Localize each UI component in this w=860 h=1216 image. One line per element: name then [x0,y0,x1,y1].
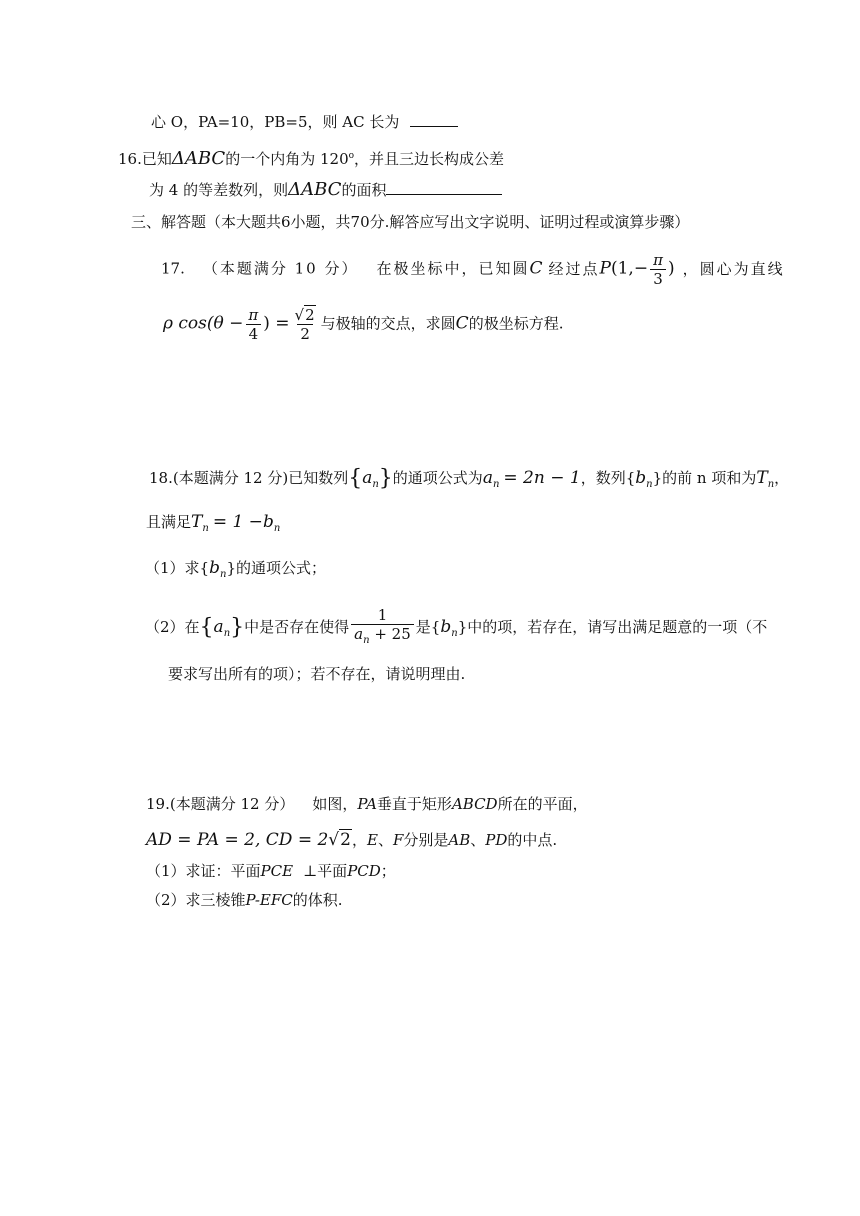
question-score: (本题满分 12 分) [172,469,289,487]
q19-part2-text: （2）求三棱锥 [146,891,246,909]
q18-part2-text: 中是否存在使得 [244,618,350,636]
q17-text: 在极坐标中，已知圆 [376,259,530,278]
q19-part1-text: （1）求证：平面 [146,862,261,880]
q18-text: 且满足 [146,513,192,531]
section-heading-text: 三、解答题（本大题共6小题，共70分.解答应写出文字说明、证明过程或演算步骤） [131,213,690,231]
an-formula: = 2n − 1 [503,468,581,488]
q17-text: 与极轴的交点，求圆 [320,314,456,333]
q19-text: 如图， [312,795,358,813]
question-17-line1: 17. （本题满分 10 分） 在极坐标中，已知圆C 经过点P(1,− $\frac{\pi}{3}$ ) ，圆心为直线 [161,251,785,288]
answer-blank [410,112,458,127]
question-number: 19. [146,795,170,813]
fraction-sqrt2-2: $\frac{√2}{2}$ [294,306,315,343]
answer-blank [386,180,502,195]
question-19-part1: （1）求证：平面PCE ⊥平面PCD； [146,862,396,880]
question-18-part2: （2）在$\{a_n\}$中是否存在使得 $\frac{1}{a_n + 25}$ 是$\{b_n\}$中的项，若存在，请写出满足题意的一项（不 [145,606,767,650]
q19-text: 垂直于矩形 [376,795,452,813]
length-equation: AD = PA = 2, CD = 2 [146,830,329,850]
question-17-line2: ρ cos(θ − $\frac{\pi}{4}$ ) = $\frac{√2}{2}$ 与极轴的交点，求圆C的极坐标方程. [163,306,564,343]
q16-text: 的一个内角为 120 [225,150,349,168]
point-p: P [599,258,611,279]
q16-text: ，并且三边长构成公差 [354,150,505,168]
question-19-line2: AD = PA = 2, CD = 2√2，E、F分别是AB、PD的中点. [146,830,558,850]
q19-text: 分别是 [403,831,449,849]
question-19-part2: （2）求三棱锥P-EFC的体积. [146,891,343,909]
question-15-tail [151,112,458,132]
degree-mark: o [348,151,355,161]
circle-c: C [529,258,543,279]
q17-text: 的极坐标方程. [468,314,564,333]
triangle-abc: ΔABC [288,179,342,200]
q18-part2-text: 中的项，若存在，请写出满足题意的一项（不 [467,618,768,636]
q18-text: 的通项公式为 [392,469,483,487]
q15-text: 心 O，PA=10，PB=5，则 AC 长为 [151,113,400,131]
q18-text: 的前 n 项和为 [662,469,757,487]
q17-point: (1,− [610,258,649,279]
question-16-line2 [149,180,502,200]
tn-formula: = 1 − [212,512,263,532]
q18-text: 已知数列 [288,469,349,487]
q18-part2-text: 是 [415,618,431,636]
q16-text: 为 4 的等差数列，则 [149,181,289,199]
q18-text: ，数列 [580,469,626,487]
triangle-abc: ΔABC [171,148,226,169]
question-19-line1: 19.(本题满分 12 分） 如图，PA垂直于矩形ABCD所在的平面， [146,795,588,813]
question-18-line1: 18.(本题满分 12 分)已知数列$\{a_n\}$的通项公式为$a_n = 2n - 1$，数列$\{b_n\}$的前 n 项和为$T_n$， [149,466,790,491]
question-number: 16. [118,150,142,168]
question-score: （本题满分 10 分） [202,259,359,278]
q18-part1-text: 的通项公式； [235,559,326,577]
question-18-line2: 且满足$T_n = 1 -b_n$ [146,512,281,534]
q16-text: 的面积 [341,181,387,199]
perpendicular-text: ⊥平面 [303,862,348,880]
question-score: (本题满分 12 分） [169,795,295,813]
fraction-pi-4: $\frac{\pi}{4}$ [245,306,261,343]
fraction-1-over-an-plus-25: $\frac{1}{a_n + 25}$ [351,606,414,650]
q18-part2-text: （2）在 [145,618,200,636]
q16-text: 已知 [141,150,172,168]
question-number: 17. [161,259,185,278]
q19-text: 的中点. [507,831,558,849]
question-18-part1: （1）求$\{b_n\}$的通项公式； [145,558,326,580]
q19-part2-text: 的体积. [292,891,343,909]
q17-text: 经过点 [548,259,600,278]
fraction-pi-3: $\frac{\pi}{3}$ [650,251,666,288]
q18-part2-text: 要求写出所有的项）；若不存在，请说明理由. [168,665,466,683]
q18-part1-text: （1）求 [145,559,200,577]
question-number: 18. [149,469,173,487]
q19-text: 所在的平面， [497,795,588,813]
section-heading [131,212,689,232]
circle-c: C [455,313,469,334]
question-18-part2-line2 [168,664,465,684]
line-equation: ρ cos(θ − [163,313,244,334]
q17-text: ，圆心为直线 [682,259,785,278]
question-16-line1 [118,146,504,169]
